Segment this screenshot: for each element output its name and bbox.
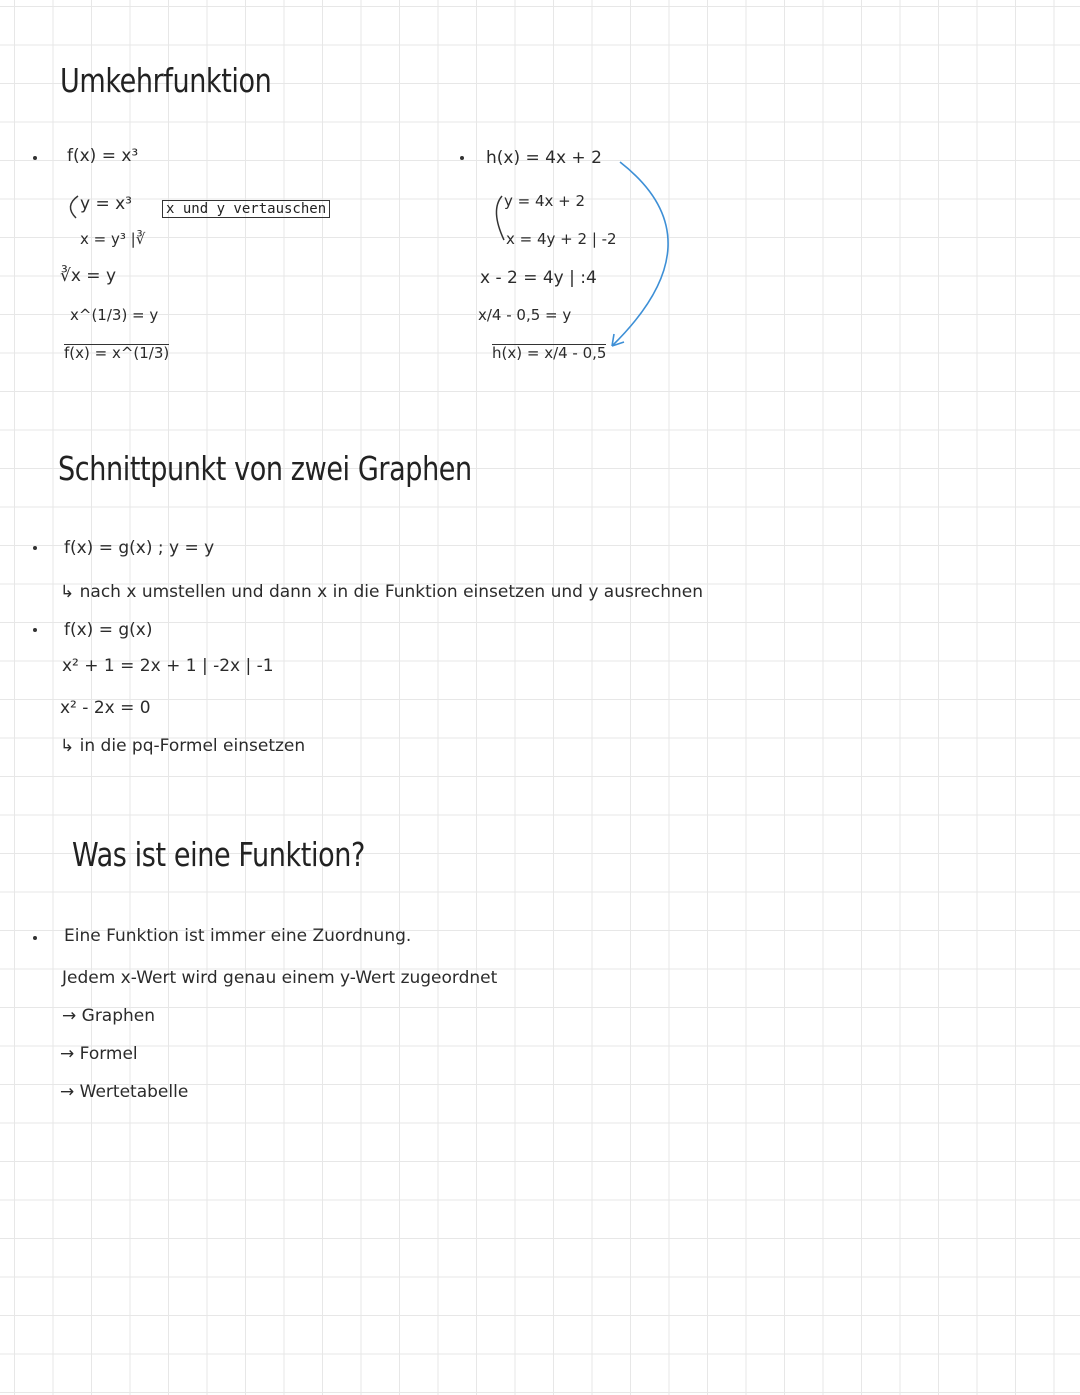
intersection-line-3: f(x) = g(x) bbox=[64, 620, 153, 640]
inverse-left-line-4: ∛x = y bbox=[60, 266, 117, 286]
inverse-left-result: f(x) = x^(1/3) bbox=[64, 344, 170, 362]
section-title-function: Was ist eine Funktion? bbox=[72, 835, 365, 874]
intersection-line-4: x² + 1 = 2x + 1 | -2x | -1 bbox=[62, 656, 274, 676]
inverse-left-line-1: f(x) = x³ bbox=[67, 146, 139, 166]
inverse-left-line-2: y = x³ bbox=[80, 194, 132, 214]
bracket-left bbox=[70, 196, 78, 218]
function-line-5: → Wertetabelle bbox=[60, 1082, 189, 1102]
intersection-line-1: f(x) = g(x) ; y = y bbox=[64, 538, 215, 558]
bullet bbox=[33, 936, 37, 940]
section-title-inverse: Umkehrfunktion bbox=[60, 61, 272, 100]
inverse-right-line-2: y = 4x + 2 bbox=[504, 192, 586, 210]
bullet bbox=[33, 546, 37, 550]
function-line-1: Eine Funktion ist immer eine Zuordnung. bbox=[64, 926, 412, 946]
function-line-4: → Formel bbox=[60, 1044, 138, 1064]
section-title-intersection: Schnittpunkt von zwei Graphen bbox=[58, 449, 472, 488]
inverse-left-line-3: x = y³ |∛ bbox=[80, 230, 146, 248]
intersection-line-5: x² - 2x = 0 bbox=[60, 698, 151, 718]
swap-note-box: x und y vertauschen bbox=[162, 200, 330, 218]
inverse-right-line-5: x/4 - 0,5 = y bbox=[478, 306, 572, 324]
inverse-right-line-1: h(x) = 4x + 2 bbox=[486, 148, 602, 168]
inverse-right-line-3: x = 4y + 2 | -2 bbox=[506, 230, 617, 248]
bracket-right bbox=[496, 196, 504, 240]
intersection-line-2: ↳ nach x umstellen und dann x in die Funktion einsetzen und y ausrechnen bbox=[60, 582, 704, 602]
inverse-right-line-4: x - 2 = 4y | :4 bbox=[480, 268, 597, 288]
function-line-3: → Graphen bbox=[62, 1006, 156, 1026]
intersection-line-6: ↳ in die pq-Formel einsetzen bbox=[60, 736, 306, 756]
function-line-2: Jedem x-Wert wird genau einem y-Wert zugeordnet bbox=[62, 968, 498, 988]
bullet bbox=[33, 628, 37, 632]
inverse-right-result: h(x) = x/4 - 0,5 bbox=[492, 344, 607, 362]
blue-arrow-icon bbox=[612, 162, 668, 346]
inverse-left-line-5: x^(1/3) = y bbox=[70, 306, 159, 324]
